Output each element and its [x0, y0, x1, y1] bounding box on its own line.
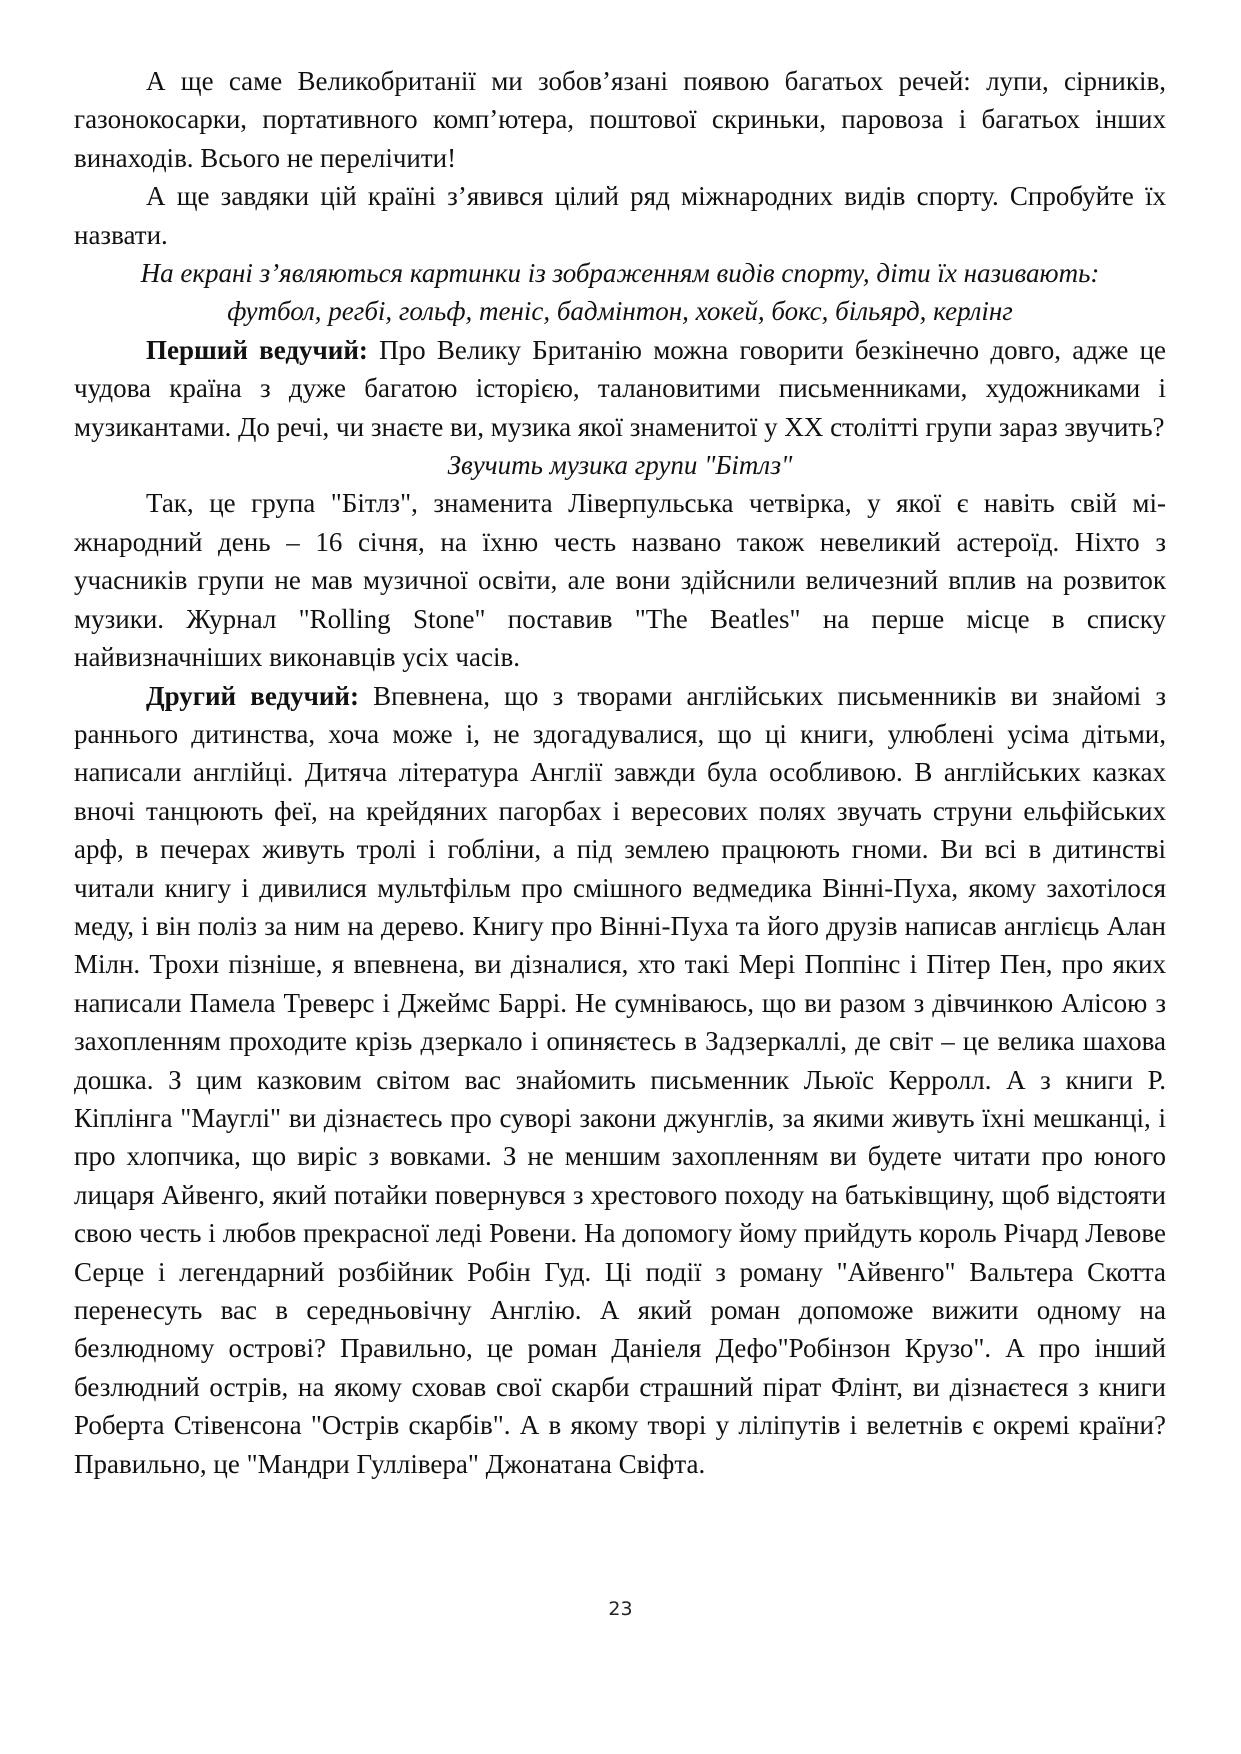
paragraph-sports: А ще завдяки цій країні з’явився цілий ряд міжнародних видів спорту. Спробуйте їх назвати. [74, 181, 1166, 250]
second-host-speech: Впевнена, що з творами англійських письменників ви знайомі з раннього дитинства, хоча може і, не здогадувалися, що ці книги, улюблені усіма дітьми, написали англійці. Дитяча література Англії завжди була особливою. В англійських казках вночі танцюють феї, на крейдяних пагорбах і вересових полях звучать струни ельфійських арф, в печерах живуть тролі і гобліни, а під землею працюють гноми. Ви всі в дитинстві читали книгу і дивилися мультфільм про смішного ведмедика Вінні-Пуха, якому захотілося меду, і він поліз за ним на дерево. Книгу про Вінні-Пуха та його друзів написав англієць Алан Мілн. Трохи пізніше, я впевнена, ви дізналися, хто такі Мері Поппінс і Пітер Пен, про яких написали Памела Треверс і Джеймс Баррі. Не сумніваюсь, що ви разом з дівчинкою Алісою з захопленням проходите крізь дзеркало і опиняєтесь в Задзеркаллі, де світ – це велика шахова дошка. З цим казковим світом вас знайомить письменник Льюїс Керролл. А з книги Р. Кіплінга "Мауглі" ви дізнаєтесь про суворі закони джунглів, за якими живуть їхні мешканці, і про хлопчика, що виріс з вовками. З не меншим захопленням ви будете читати про юного лицаря Айвенго, який потайки повернувся з хрестового походу на батьківщину, щоб відстояти свою честь і любов прекрасної леді Ровени. На допомогу йому прийдуть король Річард Левове Серце і легендарний розбійник Робін Гуд. Ці події з роману "Айвенго" Вальтера Скотта перенесуть вас в середньовічну Англію. А який роман допоможе вижити одному на безлюдному острові? Правильно, це роман Даніеля Дефо"Робінзон Крузо". А про інший безлюдний острів, на якому сховав свої скарби страшний пірат Флінт, ви дізнаєтеся з книги Роберта Стівенсона "Острів скарбів". А в якому творі у ліліпутів і велетнів є окремі країни? Правильно, це "Мандри Гуллівера" Джонатана Свіфта. [74, 680, 1166, 1479]
paragraph-second-host [74, 677, 1166, 1484]
speaker-first-host: Перший ведучий: [146, 334, 368, 365]
paragraph-beatles: Так, це група "Бітлз", знаменита Ліверпульська четвірка, у якої є навіть свій міжнародний день – 16 січня, на їхню честь названо також невеликий астероїд. Ніхто з учасників групи не мав музичної освіти, але вони здійснили величезний вплив на розвиток музики. Журнал "Rolling Stone" поставив "The Beatles" на перше місце в списку найвизначніших виконавців усіх часів. [74, 488, 1166, 673]
stage-direction-sports-list: футбол, регбі, гольф, теніс, бадмінтон, хокей, бокс, більярд, керлінг [227, 296, 1013, 327]
speaker-second-host: Другий ведучий: [146, 680, 359, 711]
paragraph-inventions: А ще саме Великобританії ми зобов’язані появою багатьох речей: лупи, сірників, газонокосарки, портативного комп’ютера, поштової скриньки, паровоза і багатьох інших винаходів. Всього не перелічити! [74, 66, 1166, 173]
page-number: 23 [608, 1598, 633, 1620]
paragraph-first-host [74, 331, 1166, 446]
stage-direction-sports: На екрані з’являються картинки із зображенням видів спорту, діти їх називають: [140, 258, 1100, 289]
stage-direction-music: Звучить музика групи "Бітлз" [447, 450, 793, 481]
first-host-speech: Про Велику Британію можна говорити безкінечно довго, адже це чудова країна з дуже багатою історією, талановитими письменниками, художниками і музикантами. До речі, чи знаєте ви, музика якої знаменитої у ХХ столітті групи зараз звучить? [74, 334, 1166, 442]
document-body [74, 62, 1166, 1483]
